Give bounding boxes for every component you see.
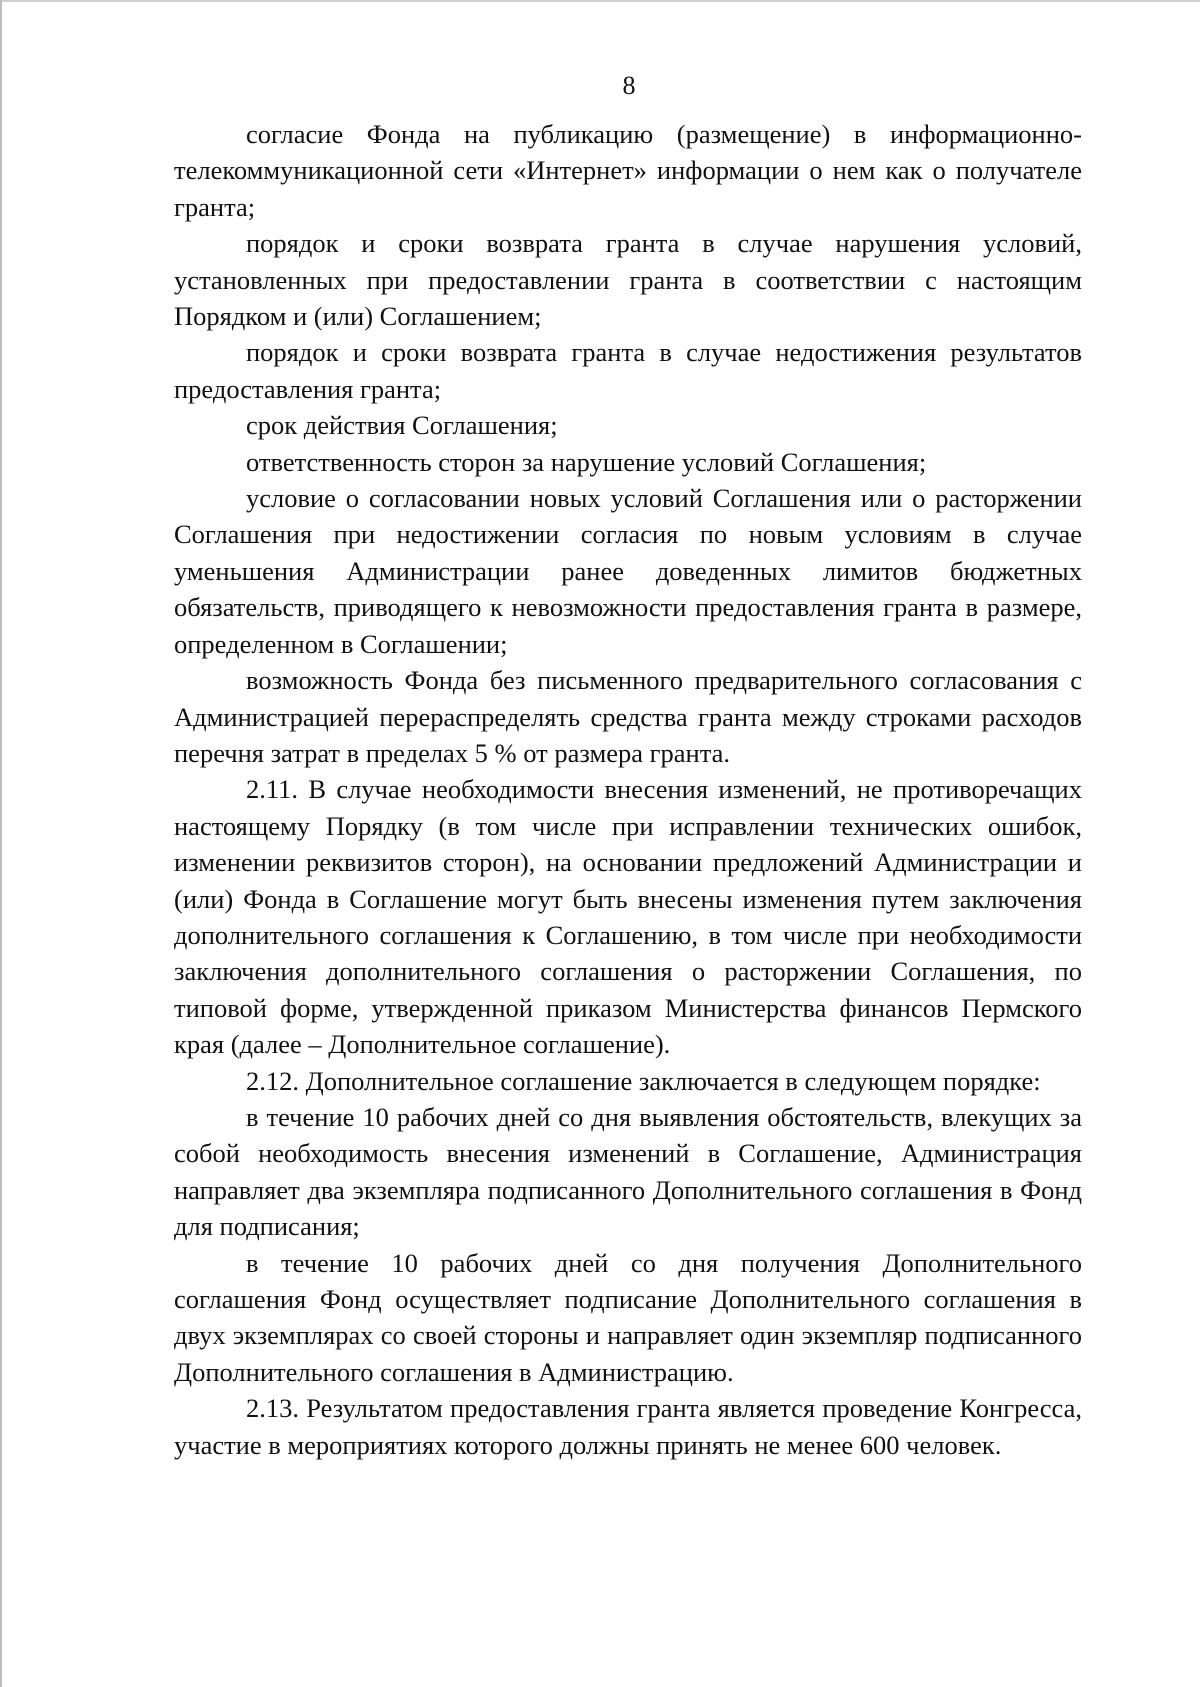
paragraph: в течение 10 рабочих дней со дня получения Дополнительного соглашения Фонд осуществляет подписание Дополнительного соглашения в двух экземплярах со своей стороны и направляет один экземпляр подписанного Дополнительного соглашения в Администрацию. (174, 1247, 1082, 1387)
paragraph: согласие Фонда на публикацию (размещение) в информационно-телекоммуникационной сети «Интернет» информации о нем как о получателе гранта; (174, 119, 1082, 222)
page-number: 8 (622, 71, 636, 100)
document-body (174, 116, 1082, 1463)
paragraph: порядок и сроки возврата гранта в случае нарушения условий, установленных при предоставлении гранта в соответствии с настоящим Порядком и (или) Соглашением; (174, 228, 1082, 332)
paragraph-2-13: 2.13. Результатом предоставления гранта является проведение Конгресса, участие в мероприятиях которого должны принять не менее 600 человек. (174, 1393, 1082, 1460)
paragraph: ответственность сторон за нарушение условий Соглашения; (246, 446, 927, 477)
paragraph-2-11: 2.11. В случае необходимости внесения изменений, не противоречащих настоящему Порядку (в том числе при исправлении технических ошибок, изменении реквизитов сторон), на основании предложений Администрации и (или) Фонда в Соглашение могут быть внесены изменения путем заключения дополнительного соглашения к Соглашению, в том числе при необходимости заключения дополнительного соглашения о расторжении Соглашения, по типовой форме, утвержденной приказом Министерства финансов Пермского края (далее – Дополнительное соглашение). (174, 774, 1082, 1060)
paragraph: условие о согласовании новых условий Соглашения или о расторжении Соглашения при недостижении согласия по новым условиям в случае уменьшения Администрации ранее доведенных лимитов бюджетных обязательств, приводящего к невозможности предоставления гранта в размере, определенном в Соглашении; (174, 483, 1082, 659)
paragraph: порядок и сроки возврата гранта в случае недостижения результатов предоставления гранта; (174, 337, 1082, 404)
paragraph-2-12: 2.12. Дополнительное соглашение заключается в следующем порядке: (246, 1065, 1041, 1096)
paragraph: в течение 10 рабочих дней со дня выявления обстоятельств, влекущих за собой необходимость внесения изменений в Соглашение, Администрация направляет два экземпляра подписанного Дополнительного соглашения в Фонд для подписания; (174, 1101, 1082, 1242)
paragraph: возможность Фонда без письменного предварительного согласования с Администрацией перераспределять средства гранта между строками расходов перечня затрат в пределах 5 % от размера гранта. (174, 665, 1082, 768)
scan-edge-top (0, 0, 1200, 2)
paragraph: срок действия Соглашения; (246, 410, 558, 441)
scan-edge-left (0, 0, 2, 1687)
